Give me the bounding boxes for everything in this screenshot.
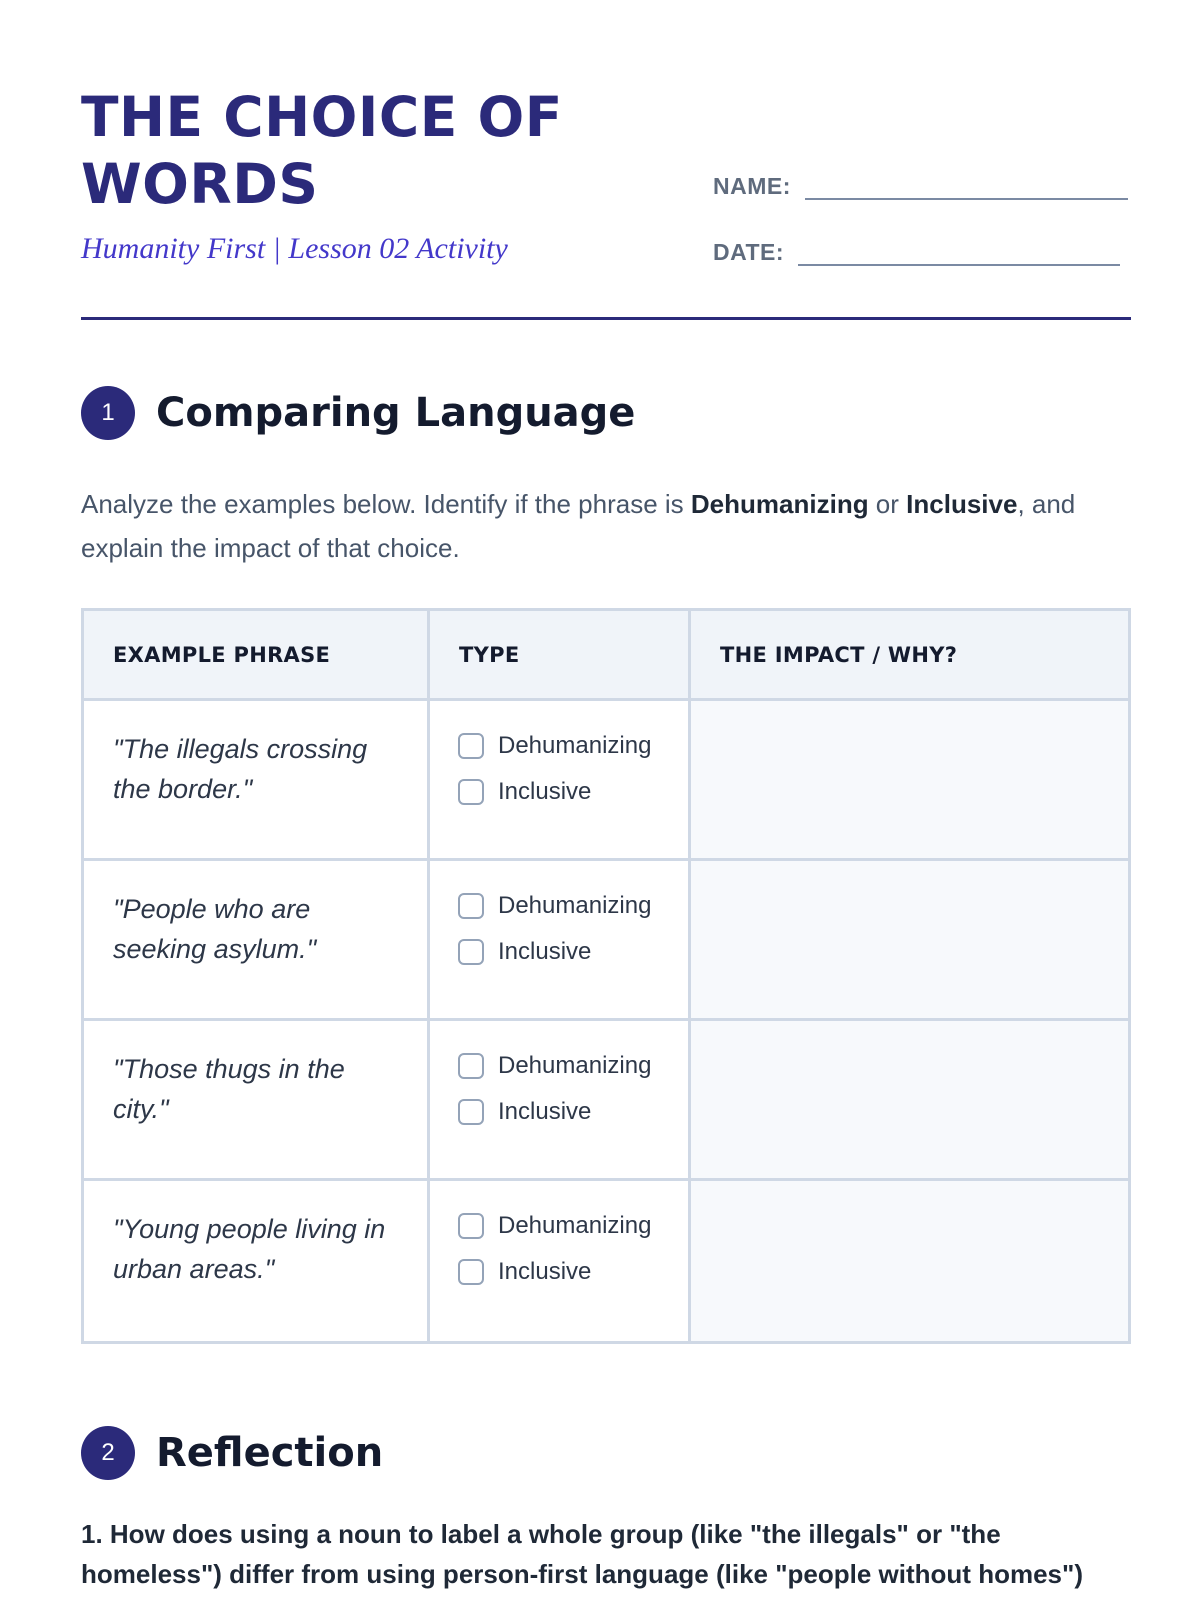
table-row <box>84 1181 1128 1341</box>
instructions-text: or <box>868 489 907 519</box>
option-label: Dehumanizing <box>498 732 652 759</box>
comparison-table <box>81 608 1131 1344</box>
name-field-row <box>713 170 1128 200</box>
option-label: Dehumanizing <box>498 892 652 919</box>
date-field-row <box>713 236 1120 266</box>
example-phrase: "Those thugs in the city." <box>84 1021 430 1178</box>
type-options <box>430 861 691 1018</box>
instructions-emphasis-inclusive: Inclusive <box>906 489 1018 519</box>
option-inclusive[interactable] <box>458 769 688 815</box>
section-heading-reflection <box>81 1426 383 1480</box>
checkbox[interactable] <box>458 733 484 759</box>
instructions-text: Analyze the examples below. Identify if the phrase is <box>81 489 691 519</box>
column-header-example-phrase: EXAMPLE PHRASE <box>84 611 430 698</box>
table-row <box>84 701 1128 861</box>
option-label: Inclusive <box>498 938 592 965</box>
impact-answer-cell[interactable] <box>691 1181 1128 1341</box>
table-row <box>84 1021 1128 1181</box>
date-field[interactable] <box>798 236 1120 266</box>
section-number-badge: 1 <box>81 386 135 440</box>
option-inclusive[interactable] <box>458 929 688 975</box>
example-phrase: "People who are seeking asylum." <box>84 861 430 1018</box>
section-title: Comparing Language <box>156 390 636 436</box>
table-header-row <box>84 611 1128 701</box>
column-header-type: TYPE <box>430 611 691 698</box>
checkbox[interactable] <box>458 1259 484 1285</box>
option-inclusive[interactable] <box>458 1089 688 1135</box>
example-phrase: "The illegals crossing the border." <box>84 701 430 858</box>
type-options <box>430 1021 691 1178</box>
lesson-subtitle: Humanity First | Lesson 02 Activity <box>81 232 508 265</box>
section-title: Reflection <box>156 1430 384 1476</box>
checkbox[interactable] <box>458 779 484 805</box>
impact-answer-cell[interactable] <box>691 701 1128 858</box>
name-label: NAME: <box>713 173 791 199</box>
option-dehumanizing[interactable] <box>458 1043 688 1089</box>
option-label: Inclusive <box>498 778 592 805</box>
reflection-question-1: 1. How does using a noun to label a whole group (like "the illegals" or "the homeless") differ from using person-first language (like "people without homes") <box>81 1519 1083 1589</box>
option-label: Dehumanizing <box>498 1052 652 1079</box>
date-label: DATE: <box>713 239 785 265</box>
table-row <box>84 861 1128 1021</box>
worksheet-header <box>81 84 1131 320</box>
option-dehumanizing[interactable] <box>458 1203 688 1249</box>
impact-answer-cell[interactable] <box>691 1021 1128 1178</box>
checkbox[interactable] <box>458 939 484 965</box>
section-number-badge: 2 <box>81 1426 135 1480</box>
option-dehumanizing[interactable] <box>458 883 688 929</box>
impact-answer-cell[interactable] <box>691 861 1128 1018</box>
checkbox[interactable] <box>458 893 484 919</box>
checkbox[interactable] <box>458 1053 484 1079</box>
checkbox[interactable] <box>458 1213 484 1239</box>
checkbox[interactable] <box>458 1099 484 1125</box>
column-header-impact: THE IMPACT / WHY? <box>720 642 958 667</box>
type-options <box>430 701 691 858</box>
section-instructions <box>81 482 1141 570</box>
worksheet-page <box>81 0 1131 1600</box>
option-label: Inclusive <box>498 1098 592 1125</box>
name-field[interactable] <box>805 170 1128 200</box>
instructions-emphasis-dehumanizing: Dehumanizing <box>690 489 869 519</box>
example-phrase: "Young people living in urban areas." <box>84 1181 430 1341</box>
option-inclusive[interactable] <box>458 1249 688 1295</box>
instructions-text: , and explain the impact of that choice. <box>81 489 1076 563</box>
option-label: Dehumanizing <box>498 1212 652 1239</box>
section-heading-comparing-language <box>81 386 635 440</box>
header-divider <box>81 317 1131 320</box>
page-title: THE CHOICE OF WORDS <box>81 85 563 216</box>
option-label: Inclusive <box>498 1258 592 1285</box>
type-options <box>430 1181 691 1341</box>
option-dehumanizing[interactable] <box>458 723 688 769</box>
